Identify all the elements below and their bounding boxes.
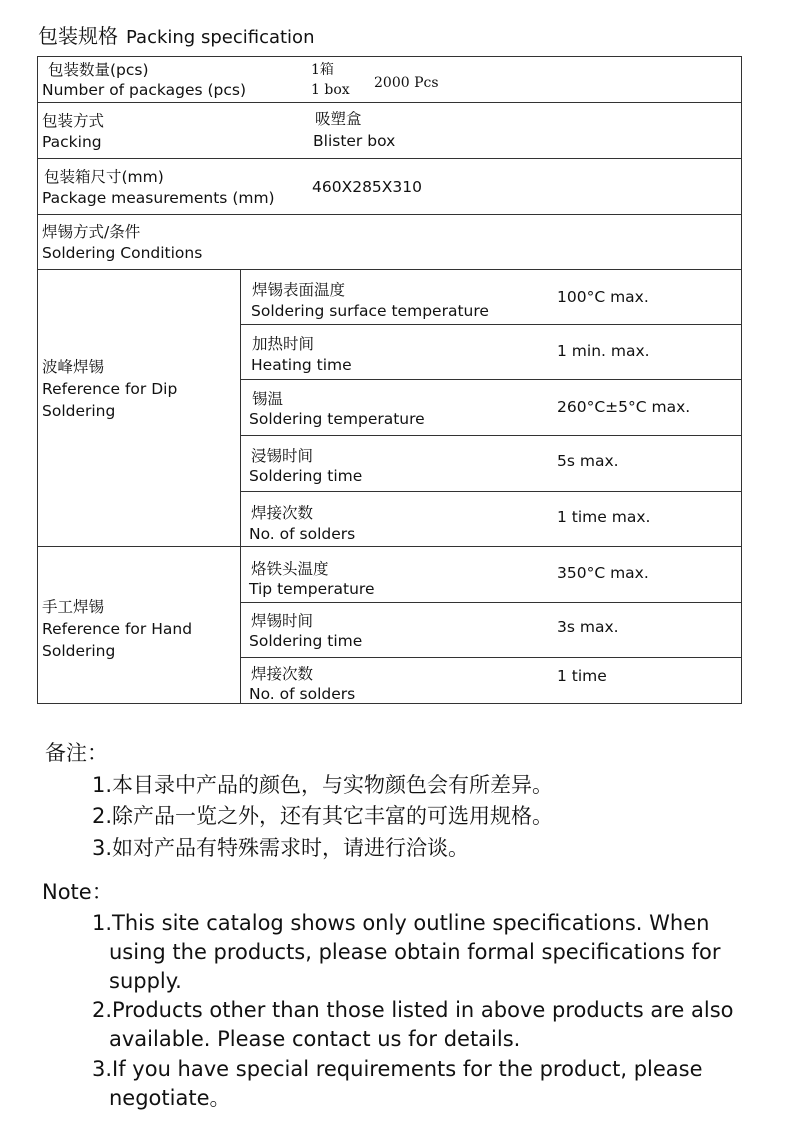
qty-label-zh: 包装数量(pcs)	[48, 61, 149, 79]
remarks-zh-item: 1.本目录中产品的颜色，与实物颜色会有所差异。	[92, 773, 554, 797]
row-divider	[38, 102, 741, 103]
title-zh: 包装规格	[38, 24, 118, 48]
spec-table	[37, 56, 742, 704]
row-divider	[240, 491, 741, 492]
dip-item-value: 1 time max.	[557, 508, 651, 526]
remarks-zh-item: 3.如对产品有特殊需求时，请进行洽谈。	[92, 836, 470, 860]
remarks-en-line: using the products, please obtain formal specifications for	[109, 940, 721, 964]
row-divider	[38, 546, 741, 547]
remarks-en-line: 3.If you have special requirements for the product, please	[92, 1057, 703, 1081]
page-title	[38, 20, 314, 49]
dip-item-zh: 焊锡表面温度	[252, 281, 346, 299]
row-divider	[240, 379, 741, 380]
dip-item-zh: 焊接次数	[251, 504, 314, 522]
dip-item-value: 100°C max.	[557, 288, 649, 306]
packing-value-zh: 吸塑盒	[315, 110, 362, 128]
dip-label-en-1: Reference for Dip	[42, 380, 178, 398]
row-divider	[38, 269, 741, 270]
dip-item-value: 1 min. max.	[557, 342, 650, 360]
row-divider	[240, 435, 741, 436]
hand-label-zh: 手工焊锡	[42, 598, 105, 616]
packing-label-zh: 包装方式	[42, 112, 105, 130]
dip-item-en: Soldering time	[249, 467, 363, 485]
remarks-en-line: supply.	[109, 969, 182, 993]
dip-item-en: No. of solders	[249, 525, 356, 543]
row-divider	[38, 214, 741, 215]
remarks-en-line: 1.This site catalog shows only outline specifications. When	[92, 911, 710, 935]
row-divider	[38, 158, 741, 159]
packing-value-en: Blister box	[313, 132, 396, 150]
dip-item-zh: 锡温	[252, 390, 284, 408]
dip-item-en: Soldering temperature	[249, 410, 425, 428]
qty-label-en: Number of packages (pcs)	[42, 81, 247, 99]
dip-label-en-2: Soldering	[42, 402, 116, 420]
remarks-zh-item: 2.除产品一览之外，还有其它丰富的可选用规格。	[92, 804, 554, 828]
remarks-en-line: 2.Products other than those listed in above products are also	[92, 998, 734, 1022]
row-divider	[240, 324, 741, 325]
remarks-en-line: available. Please contact us for details.	[109, 1027, 521, 1051]
measure-value: 460X285X310	[312, 178, 422, 196]
dip-label-zh: 波峰焊锡	[42, 358, 105, 376]
title-en: Packing specification	[126, 27, 315, 48]
soldering-label-zh: 焊锡方式/条件	[42, 223, 141, 241]
hand-item-value: 3s max.	[557, 618, 619, 636]
hand-item-en: Soldering time	[249, 632, 363, 650]
hand-item-zh: 焊接次数	[251, 665, 314, 683]
hand-item-value: 1 time	[557, 667, 607, 685]
remarks-zh-heading: 备注：	[45, 741, 108, 765]
hand-item-en: Tip temperature	[249, 580, 375, 598]
measure-label-en: Package measurements (mm)	[42, 189, 275, 207]
remarks-en-line: negotiate。	[109, 1086, 231, 1110]
dip-item-value: 5s max.	[557, 452, 619, 470]
dip-item-en: Heating time	[251, 356, 352, 374]
dip-item-zh: 加热时间	[252, 335, 315, 353]
hand-item-zh: 焊锡时间	[251, 612, 314, 630]
dip-item-en: Soldering surface temperature	[251, 302, 489, 320]
soldering-label-en: Soldering Conditions	[42, 244, 203, 262]
measure-label-zh: 包装箱尺寸(mm)	[44, 168, 164, 186]
dip-item-zh: 浸锡时间	[251, 447, 314, 465]
qty-value-extra: 2000 Pcs	[374, 75, 439, 91]
row-divider	[240, 657, 741, 658]
qty-value-en: 1 box	[311, 82, 350, 98]
row-divider	[240, 602, 741, 603]
hand-item-en: No. of solders	[249, 685, 356, 703]
remarks-en-heading: Note：	[42, 880, 113, 904]
hand-label-en-2: Soldering	[42, 642, 116, 660]
column-divider	[240, 269, 241, 703]
dip-item-value: 260°C±5°C max.	[557, 398, 691, 416]
hand-item-zh: 烙铁头温度	[251, 560, 329, 578]
qty-value-zh: 1箱	[311, 62, 334, 78]
packing-label-en: Packing	[42, 133, 102, 151]
hand-label-en-1: Reference for Hand	[42, 620, 193, 638]
hand-item-value: 350°C max.	[557, 564, 649, 582]
